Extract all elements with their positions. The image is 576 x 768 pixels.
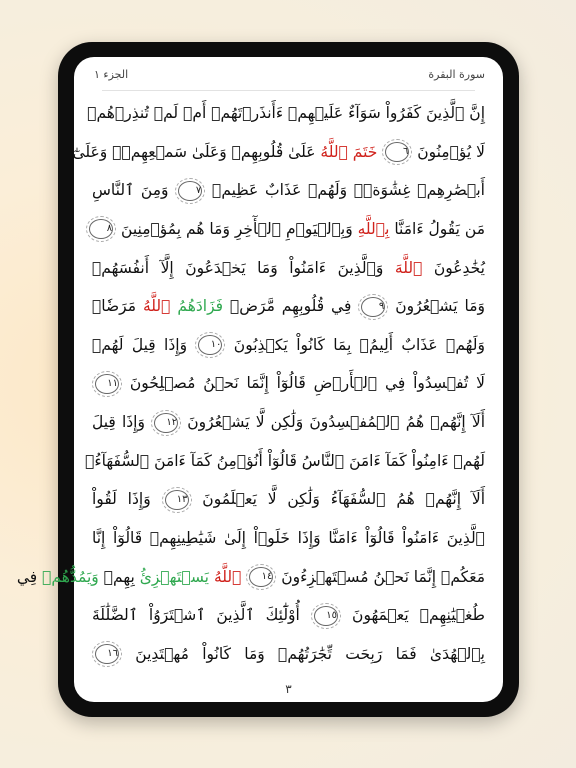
mushaf-line[interactable]: [92, 174, 485, 206]
mushaf-line[interactable]: [92, 290, 485, 322]
divine-name-text[interactable]: ٱللَّهَ: [394, 258, 423, 277]
verse-text[interactable]: وَلَهُمۡ عَذَابٌ أَلِيمُۢ بِمَا كَانُواْ يَكۡذِبُونَ: [225, 335, 485, 354]
verse-text[interactable]: مَن يَقُولُ ءَامَنَّا: [389, 219, 485, 238]
aya-number-marker[interactable]: ١٢: [154, 413, 178, 433]
verse-text[interactable]: أَلَآ إِنَّهُمۡ هُمُ ٱلسُّفَهَآءُ وَلَٰكِن لَّا يَعۡلَمُونَ: [191, 490, 485, 509]
aya-number-marker[interactable]: ٦: [385, 142, 409, 162]
verse-text[interactable]: وَبِٱلۡيَوۡمِ ٱلۡأٓخِرِ وَمَا هُم بِمُؤۡمِنِينَ: [116, 219, 358, 238]
page-number: ٣: [285, 682, 292, 696]
aya-number-marker[interactable]: ١٠: [198, 335, 222, 355]
mushaf-line[interactable]: [92, 367, 485, 399]
quran-page-text[interactable]: [16, 97, 486, 670]
mushaf-line[interactable]: [92, 329, 485, 361]
aya-number-marker[interactable]: ٧: [178, 181, 202, 201]
tajweed-highlight-text[interactable]: فَزَادَهُمُ: [177, 297, 224, 316]
verse-text[interactable]: وَإِذَا لَقُواْ: [92, 490, 162, 509]
mushaf-line[interactable]: [87, 97, 485, 129]
verse-text[interactable]: مَعَكُمۡ إِنَّمَا نَحۡنُ مُسۡتَهۡزِءُونَ: [276, 567, 485, 586]
verse-text[interactable]: فِي قُلُوبِهِم مَّرَضٞ: [223, 297, 359, 316]
verse-text[interactable]: لَا تُفۡسِدُواْ فِي ٱلۡأَرۡضِ قَالُوٓاْ إِنَّمَا نَحۡنُ مُصۡلِحُونَ: [122, 374, 485, 393]
divine-name-text[interactable]: ٱللَّهُ: [142, 297, 171, 316]
header-divider: [102, 90, 475, 91]
verse-text[interactable]: يُخَٰدِعُونَ: [422, 258, 485, 277]
mushaf-line[interactable]: [92, 522, 485, 554]
aya-number-marker[interactable]: ١٤: [249, 567, 273, 587]
tajweed-highlight-text[interactable]: وَيَمُدُّهُمۡ: [42, 567, 99, 586]
divine-name-text[interactable]: خَتَمَ ٱللَّهُ: [320, 142, 378, 161]
page-header: [74, 57, 503, 91]
verse-text[interactable]: أُوْلَٰٓئِكَ ٱلَّذِينَ ٱشۡتَرَوُاْ ٱلضَّلَٰلَةَ: [92, 606, 311, 625]
verse-text[interactable]: وَمِنَ ٱلنَّاسِ: [92, 181, 176, 200]
aya-number-marker[interactable]: ١٣: [165, 490, 189, 510]
verse-text[interactable]: إِنَّ ٱلَّذِينَ كَفَرُواْ سَوَآءٌ عَلَيۡهِمۡ ءَأَنذَرۡتَهُمۡ أَمۡ لَمۡ تُنذِرۡهُمۡ: [87, 104, 485, 122]
verse-text[interactable]: ٱلَّذِينَ ءَامَنُواْ قَالُوٓاْ ءَامَنَّا وَإِذَا خَلَوۡاْ إِلَىٰ شَيَٰطِينِهِمۡ قَالُوٓاْ إِنَّا: [92, 529, 485, 548]
mushaf-line[interactable]: [16, 561, 485, 593]
mushaf-line[interactable]: [92, 483, 485, 515]
verse-text[interactable]: لَا يُؤۡمِنُونَ: [412, 142, 485, 161]
aya-number-marker[interactable]: ٨: [89, 219, 113, 239]
mushaf-line[interactable]: [92, 252, 485, 284]
tajweed-highlight-text[interactable]: يَسۡتَهۡزِئُ: [139, 567, 209, 586]
divine-name-text[interactable]: ٱللَّهُ: [213, 567, 242, 586]
verse-text[interactable]: وَإِذَا قِيلَ لَهُمۡ: [92, 335, 196, 354]
verse-text[interactable]: بِهِمۡ: [98, 567, 140, 586]
aya-number-marker[interactable]: ١٥: [314, 606, 338, 626]
mushaf-line[interactable]: [92, 406, 485, 438]
aya-number-marker[interactable]: ١١: [95, 374, 119, 394]
verse-text[interactable]: وَإِذَا قِيلَ: [92, 413, 152, 432]
verse-text[interactable]: أَبۡصَٰرِهِمۡ غِشَٰوَةٞۖ وَلَهُمۡ عَذَابٌ عَظِيمٞ: [205, 181, 485, 200]
verse-text[interactable]: لَهُمۡ ءَامِنُواْ كَمَآ ءَامَنَ ٱلنَّاسُ قَالُوٓاْ أَنُؤۡمِنُ كَمَآ ءَامَنَ ٱلسُّفَهَآءُۗ: [85, 451, 485, 470]
verse-text[interactable]: بِٱلۡهُدَىٰ فَمَا رَبِحَت تِّجَٰرَتُهُمۡ وَمَا كَانُواْ مُهۡتَدِينَ: [122, 644, 485, 663]
mushaf-line[interactable]: [72, 136, 485, 168]
verse-text[interactable]: وَمَا يَشۡعُرُونَ: [388, 297, 485, 316]
tablet-frame: [16, 42, 519, 717]
aya-number-marker[interactable]: ١٦: [95, 644, 119, 664]
divine-name-text[interactable]: بِٱللَّهِ: [357, 219, 390, 238]
mushaf-line[interactable]: [92, 599, 485, 631]
mushaf-line[interactable]: [85, 445, 485, 477]
juz-label[interactable]: الجزء ١: [94, 67, 129, 81]
mushaf-screen[interactable]: [16, 57, 503, 702]
verse-text[interactable]: فِي: [16, 567, 43, 586]
verse-text[interactable]: وَٱلَّذِينَ ءَامَنُواْ وَمَا يَخۡدَعُونَ إِلَّآ أَنفُسَهُمۡ: [92, 258, 395, 277]
mushaf-line[interactable]: [92, 213, 485, 245]
verse-text[interactable]: طُغۡيَٰنِهِمۡ يَعۡمَهُونَ: [340, 606, 485, 625]
surah-name[interactable]: سورة البقرة: [428, 67, 485, 81]
mushaf-line[interactable]: [92, 638, 485, 670]
verse-text[interactable]: أَلَآ إِنَّهُمۡ هُمُ ٱلۡمُفۡسِدُونَ وَلَٰكِن لَّا يَشۡعُرُونَ: [181, 413, 486, 432]
aya-number-marker[interactable]: ٩: [361, 297, 385, 317]
verse-text[interactable]: عَلَىٰ قُلُوبِهِمۡ وَعَلَىٰ سَمۡعِهِمۡۖ وَعَلَىٰٓ: [72, 142, 321, 161]
verse-text[interactable]: مَرَضٗاۖ: [92, 297, 143, 316]
